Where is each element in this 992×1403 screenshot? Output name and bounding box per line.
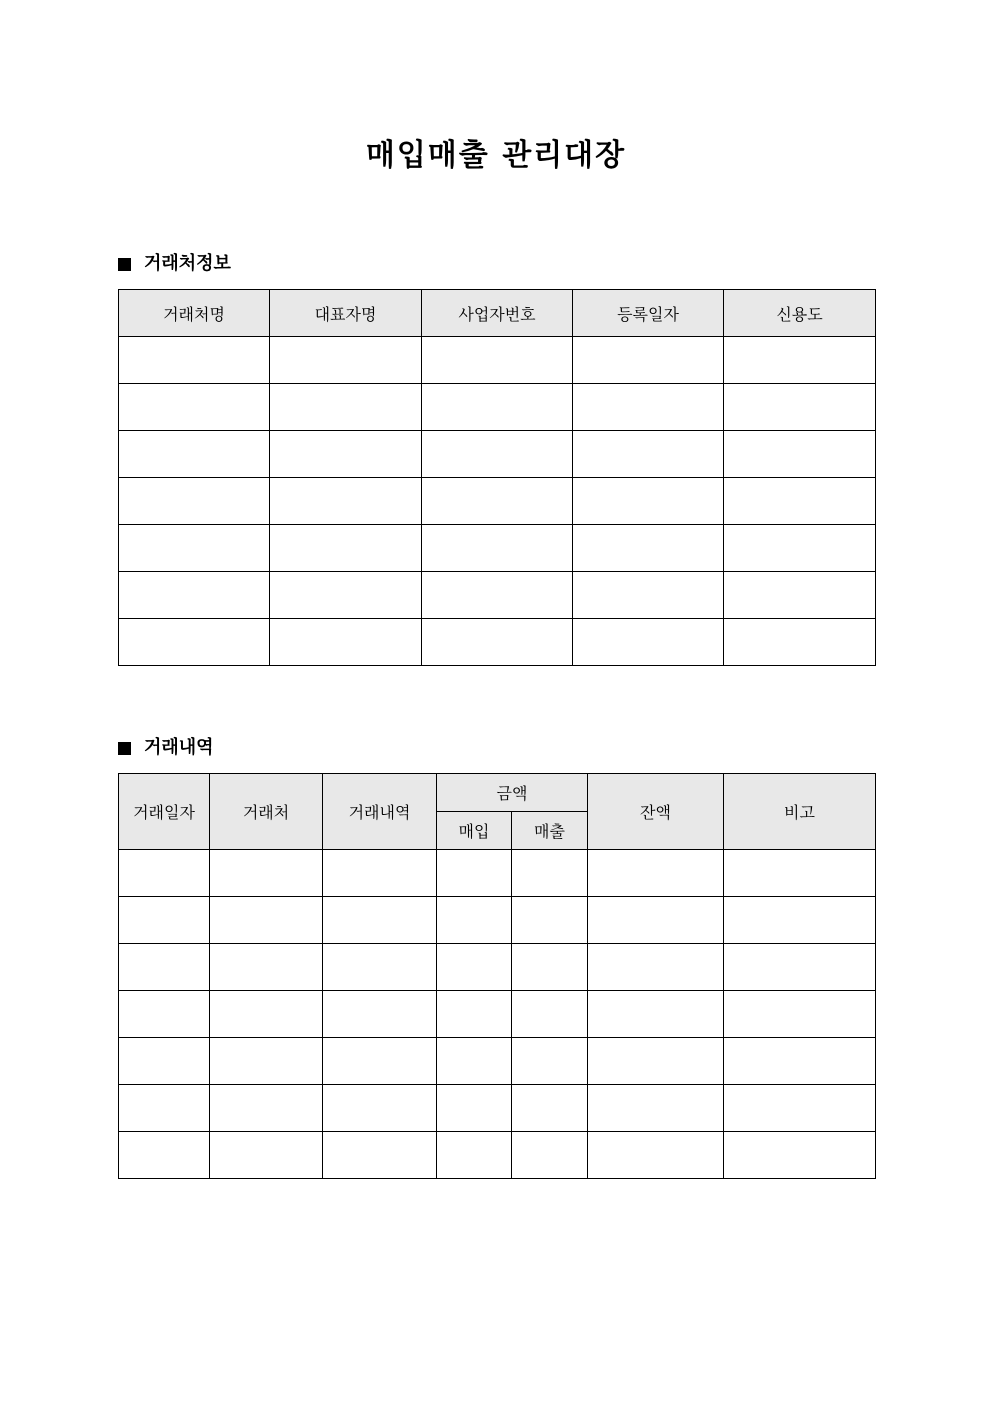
table-cell[interactable]: [588, 897, 724, 944]
table-cell[interactable]: [512, 1132, 588, 1179]
table-cell[interactable]: [437, 897, 512, 944]
table-cell[interactable]: [588, 1085, 724, 1132]
table-cell[interactable]: [437, 991, 512, 1038]
table-cell[interactable]: [573, 431, 724, 478]
table-cell[interactable]: [724, 991, 876, 1038]
table-cell[interactable]: [724, 897, 876, 944]
table-cell[interactable]: [210, 991, 323, 1038]
table-cell[interactable]: [323, 1132, 437, 1179]
table-cell[interactable]: [210, 1085, 323, 1132]
table-cell[interactable]: [588, 944, 724, 991]
table-cell[interactable]: [724, 1132, 876, 1179]
table-cell[interactable]: [270, 619, 422, 666]
table-cell[interactable]: [270, 337, 422, 384]
client-header-row: [119, 290, 876, 337]
table-cell[interactable]: [724, 850, 876, 897]
table-cell[interactable]: [119, 1132, 210, 1179]
table-row: [119, 431, 876, 478]
table-cell[interactable]: [323, 850, 437, 897]
table-cell[interactable]: [119, 525, 270, 572]
table-cell[interactable]: [119, 897, 210, 944]
table-cell[interactable]: [323, 1038, 437, 1085]
table-cell[interactable]: [573, 478, 724, 525]
table-cell[interactable]: [512, 897, 588, 944]
table-cell[interactable]: [270, 572, 422, 619]
table-cell[interactable]: [437, 1085, 512, 1132]
col-balance: 잔액: [588, 774, 724, 850]
table-cell[interactable]: [573, 337, 724, 384]
table-row: [119, 991, 876, 1038]
table-row: [119, 478, 876, 525]
square-bullet-icon: [118, 258, 131, 271]
col-registration-date: 등록일자: [573, 290, 724, 337]
table-cell[interactable]: [422, 478, 573, 525]
table-row: [119, 525, 876, 572]
table-cell[interactable]: [512, 850, 588, 897]
table-cell[interactable]: [422, 619, 573, 666]
table-cell[interactable]: [588, 991, 724, 1038]
table-cell[interactable]: [210, 1132, 323, 1179]
table-cell[interactable]: [119, 572, 270, 619]
table-cell[interactable]: [512, 991, 588, 1038]
table-row: [119, 384, 876, 431]
table-cell[interactable]: [210, 897, 323, 944]
transaction-section-heading: [118, 736, 214, 760]
table-cell[interactable]: [437, 1132, 512, 1179]
table-cell[interactable]: [323, 1085, 437, 1132]
table-cell[interactable]: [724, 384, 876, 431]
table-cell[interactable]: [422, 572, 573, 619]
table-cell[interactable]: [724, 1085, 876, 1132]
table-cell[interactable]: [119, 850, 210, 897]
col-transaction-details: 거래내역: [323, 774, 437, 850]
table-cell[interactable]: [573, 572, 724, 619]
page-title: 매입매출 관리대장: [365, 138, 627, 173]
table-cell[interactable]: [210, 1038, 323, 1085]
table-cell[interactable]: [323, 991, 437, 1038]
table-row: [119, 572, 876, 619]
col-representative: 대표자명: [270, 290, 422, 337]
table-cell[interactable]: [437, 850, 512, 897]
client-info-table: [118, 289, 876, 666]
col-credit-rating: 신용도: [724, 290, 876, 337]
table-cell[interactable]: [270, 525, 422, 572]
table-cell[interactable]: [119, 619, 270, 666]
table-cell[interactable]: [724, 944, 876, 991]
col-purchase: 매입: [437, 812, 512, 850]
table-cell[interactable]: [724, 1038, 876, 1085]
table-cell[interactable]: [119, 337, 270, 384]
client-section-title: 거래처정보: [144, 253, 231, 274]
table-cell[interactable]: [422, 525, 573, 572]
transaction-section-title: 거래내역: [144, 737, 214, 758]
table-cell[interactable]: [512, 944, 588, 991]
table-cell[interactable]: [588, 1132, 724, 1179]
table-cell[interactable]: [573, 619, 724, 666]
table-cell[interactable]: [422, 384, 573, 431]
table-row: [119, 1132, 876, 1179]
col-amount: 금액: [437, 774, 588, 812]
table-row: [119, 897, 876, 944]
table-cell[interactable]: [270, 384, 422, 431]
table-row: [119, 850, 876, 897]
table-cell[interactable]: [437, 944, 512, 991]
table-row: [119, 1038, 876, 1085]
col-business-number: 사업자번호: [422, 290, 573, 337]
table-cell[interactable]: [323, 897, 437, 944]
table-cell[interactable]: [119, 991, 210, 1038]
table-cell[interactable]: [512, 1038, 588, 1085]
table-cell[interactable]: [724, 525, 876, 572]
table-cell[interactable]: [119, 431, 270, 478]
table-cell[interactable]: [210, 850, 323, 897]
table-cell[interactable]: [422, 337, 573, 384]
table-cell[interactable]: [588, 1038, 724, 1085]
table-cell[interactable]: [422, 431, 573, 478]
table-cell[interactable]: [573, 384, 724, 431]
transaction-table: [118, 773, 876, 1179]
table-row: [119, 337, 876, 384]
square-bullet-icon: [118, 742, 131, 755]
table-cell[interactable]: [588, 850, 724, 897]
table-cell[interactable]: [724, 572, 876, 619]
table-row: [119, 944, 876, 991]
table-cell[interactable]: [724, 619, 876, 666]
col-transaction-client: 거래처: [210, 774, 323, 850]
table-row: [119, 619, 876, 666]
table-cell[interactable]: [270, 431, 422, 478]
table-cell[interactable]: [724, 431, 876, 478]
table-cell[interactable]: [119, 944, 210, 991]
col-remarks: 비고: [724, 774, 876, 850]
table-cell[interactable]: [210, 944, 323, 991]
table-row: [119, 1085, 876, 1132]
table-cell[interactable]: [573, 525, 724, 572]
table-cell[interactable]: [724, 337, 876, 384]
col-client-name: 거래처명: [119, 290, 270, 337]
table-cell[interactable]: [119, 478, 270, 525]
table-cell[interactable]: [724, 478, 876, 525]
table-cell[interactable]: [512, 1085, 588, 1132]
table-cell[interactable]: [437, 1038, 512, 1085]
table-cell[interactable]: [119, 1038, 210, 1085]
table-cell[interactable]: [323, 944, 437, 991]
transaction-header-row: [119, 774, 876, 812]
table-cell[interactable]: [119, 1085, 210, 1132]
col-sales: 매출: [512, 812, 588, 850]
col-transaction-date: 거래일자: [119, 774, 210, 850]
client-section-heading: [118, 252, 231, 276]
table-cell[interactable]: [119, 384, 270, 431]
table-cell[interactable]: [270, 478, 422, 525]
